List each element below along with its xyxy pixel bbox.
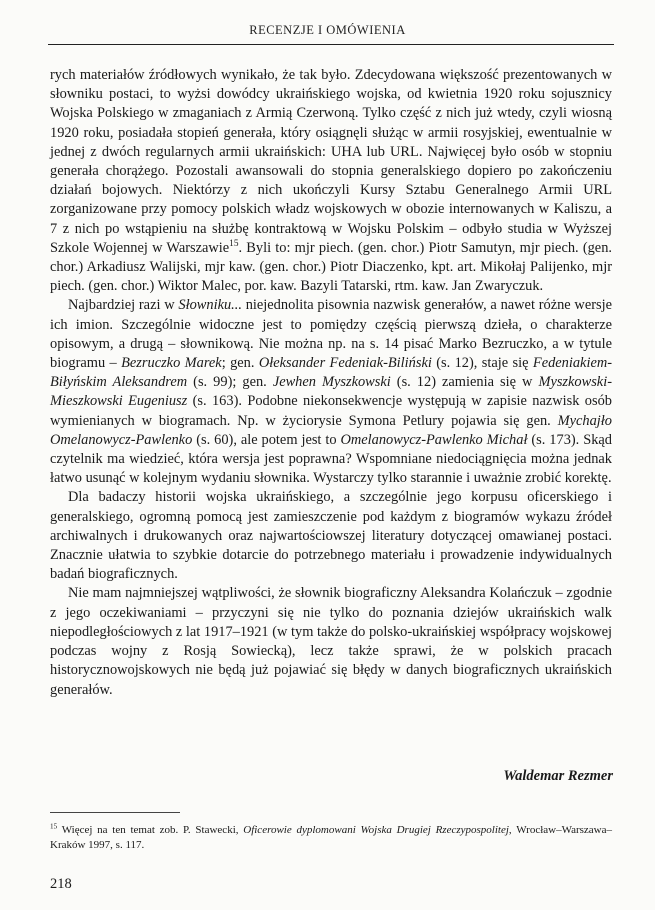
header-rule bbox=[48, 44, 614, 45]
italic-text: Oficerowie dyplomowani Wojska Drugiej Rzeczypospolitej bbox=[243, 824, 509, 836]
footnote-15 bbox=[50, 823, 612, 853]
text-run: (s. 60), ale potem jest to bbox=[192, 431, 341, 448]
italic-text: Słowniku... bbox=[178, 297, 242, 314]
paragraph-4 bbox=[50, 584, 612, 699]
italic-text: Mychajło Omelanowycz-Pawlenko bbox=[50, 412, 612, 448]
italic-text: Myszkowski-Mieszkowski Eugeniusz bbox=[50, 374, 612, 410]
text-run: (s. 12), staje się bbox=[431, 355, 533, 372]
text-run: . Byli to: mjr piech. (gen. chor.) Piotr Samutyn, mjr piech. (gen. chor.) Arkadiusz Walijski, mjr kaw. (gen. chor.) Piotr Diaczenko, kpt. art. Mikołaj Palijenko, mjr piech. (gen. chor.) Wiktor Malec, por. kaw. Bazyli Tatarski, rtm. kaw. Jan Zwaryczuk. bbox=[50, 239, 612, 295]
text-run: Nie mam najmniejszej wątpliwości, że słownik biograficzny Aleksandra Kolańczuk – zgodnie z jego oczekiwaniami – przyczyni się nie tylko do poznania dziejów ukraińskich walk niepodległościowych z lat 1917–1921 (w tym także do polsko-ukraińskiej współpracy wojskowej podczas wojny z Rosją Sowiecką), lecz także sprawi, że w polskich pracach historycznowojskowych nie będą już pojawiać się błędy w danych biograficznych ukraińskich generałów. bbox=[50, 585, 612, 698]
paragraph-2 bbox=[50, 296, 612, 488]
text-run: Najbardziej razi w bbox=[68, 297, 179, 314]
body-text bbox=[50, 66, 612, 700]
page-number: 218 bbox=[50, 876, 72, 892]
footnote-rule bbox=[50, 812, 180, 813]
text-run: (s. 12) zamienia się w bbox=[390, 374, 539, 391]
italic-text: Omelanowycz-Pawlenko Michał bbox=[340, 431, 528, 448]
italic-text: Jewhen Myszkowski bbox=[272, 374, 391, 391]
text-run: (s. 173). Skąd czytelnik ma wiedzieć, która wersja jest poprawna? Wspomniane niedociągnięcia można jednak łatwo usunąć w kolejnym wydaniu słownika. Wystarczy tylko starannie i uważnie zrobić korektę. bbox=[50, 431, 612, 487]
text-run: ; gen. bbox=[221, 355, 259, 372]
text-run: (s. 163). Podobne niekonsekwencje występują w zapisie nazwisk osób wymienianych w biogramach. Np. w życiorysie Symona Petlury pojawia się gen. bbox=[50, 393, 612, 429]
footnote-marker: 15 bbox=[50, 822, 58, 831]
text-run: (s. 99); gen. bbox=[187, 374, 273, 391]
text-run: , Wrocław–Warszawa–Kraków 1997, s. 117. bbox=[50, 824, 612, 851]
italic-text: Ołeksander Fedeniak-Biliński bbox=[258, 355, 432, 372]
running-head: RECENZJE I OMÓWIENIA bbox=[249, 23, 406, 37]
italic-text: Bezruczko Marek bbox=[121, 355, 222, 372]
paragraph-1 bbox=[50, 66, 612, 296]
text-run: niejednolita pisownia nazwisk generałów, a nawet różne wersje ich imion. Szczególnie widoczne jest to pomiędzy częścią pierwszą dzieła, o charakterze opisowym, a drugą – słownikową. Nie można np. na s. 14 pisać Marko Bezruczko, a w tytule biogramu – bbox=[50, 297, 612, 372]
text-run: rych materiałów źródłowych wynikało, że tak było. Zdecydowana większość prezentowanych w słowniku postaci, to wyżsi dowódcy ukraińskiego wojska, od kwietnia 1920 roku sojusznicy Wojska Polskiego w zmaganiach z Armią Czerwoną. Tylko część z nich już wtedy, czyli wiosną 1920 roku, posiadała stopień generała, który osiągnęli służąc w armii rosyjskiej, ewentualnie w jednej z dwóch regularnych armii ukraińskich: UHA lub URL. Najwięcej było osób w stopniu generała chorążego. Pozostali awansowali do stopnia generalskiego dopiero po zakończeniu działań bojowych. Niektórzy z nich ukończyli Kursy Sztabu Generalnego Armii URL zorganizowane przy pomocy polskich władz wojskowych w obozie internowanych w Kaliszu, a 7 z nich po wstąpieniu na służbę kontraktową w Wojsku Polskim – odbyło studia w Wyższej Szkole Wojennej w Warszawie bbox=[50, 67, 612, 256]
author-signature: Waldemar Rezmer bbox=[503, 768, 613, 784]
text-run: Dla badaczy historii wojska ukraińskiego, a szczególnie jego korpusu oficerskiego i generalskiego, ogromną pomocą jest zamieszczenie pod każdym z biogramów wykazu źródeł archiwalnych i drukowanych oraz najwartościowszej literatury dotyczącej omawianej postaci. Znacznie ułatwia to szybkie dotarcie do potrzebnego materiału i prowadzenie indywidualnych badań biograficznych. bbox=[50, 489, 612, 583]
paragraph-3 bbox=[50, 488, 612, 584]
text-run: Więcej na ten temat zob. P. Stawecki, bbox=[57, 824, 244, 836]
footnote-marker: 15 bbox=[229, 239, 239, 250]
italic-text: Fedeniakiem-Biłyńskim Aleksandrem bbox=[50, 355, 613, 391]
